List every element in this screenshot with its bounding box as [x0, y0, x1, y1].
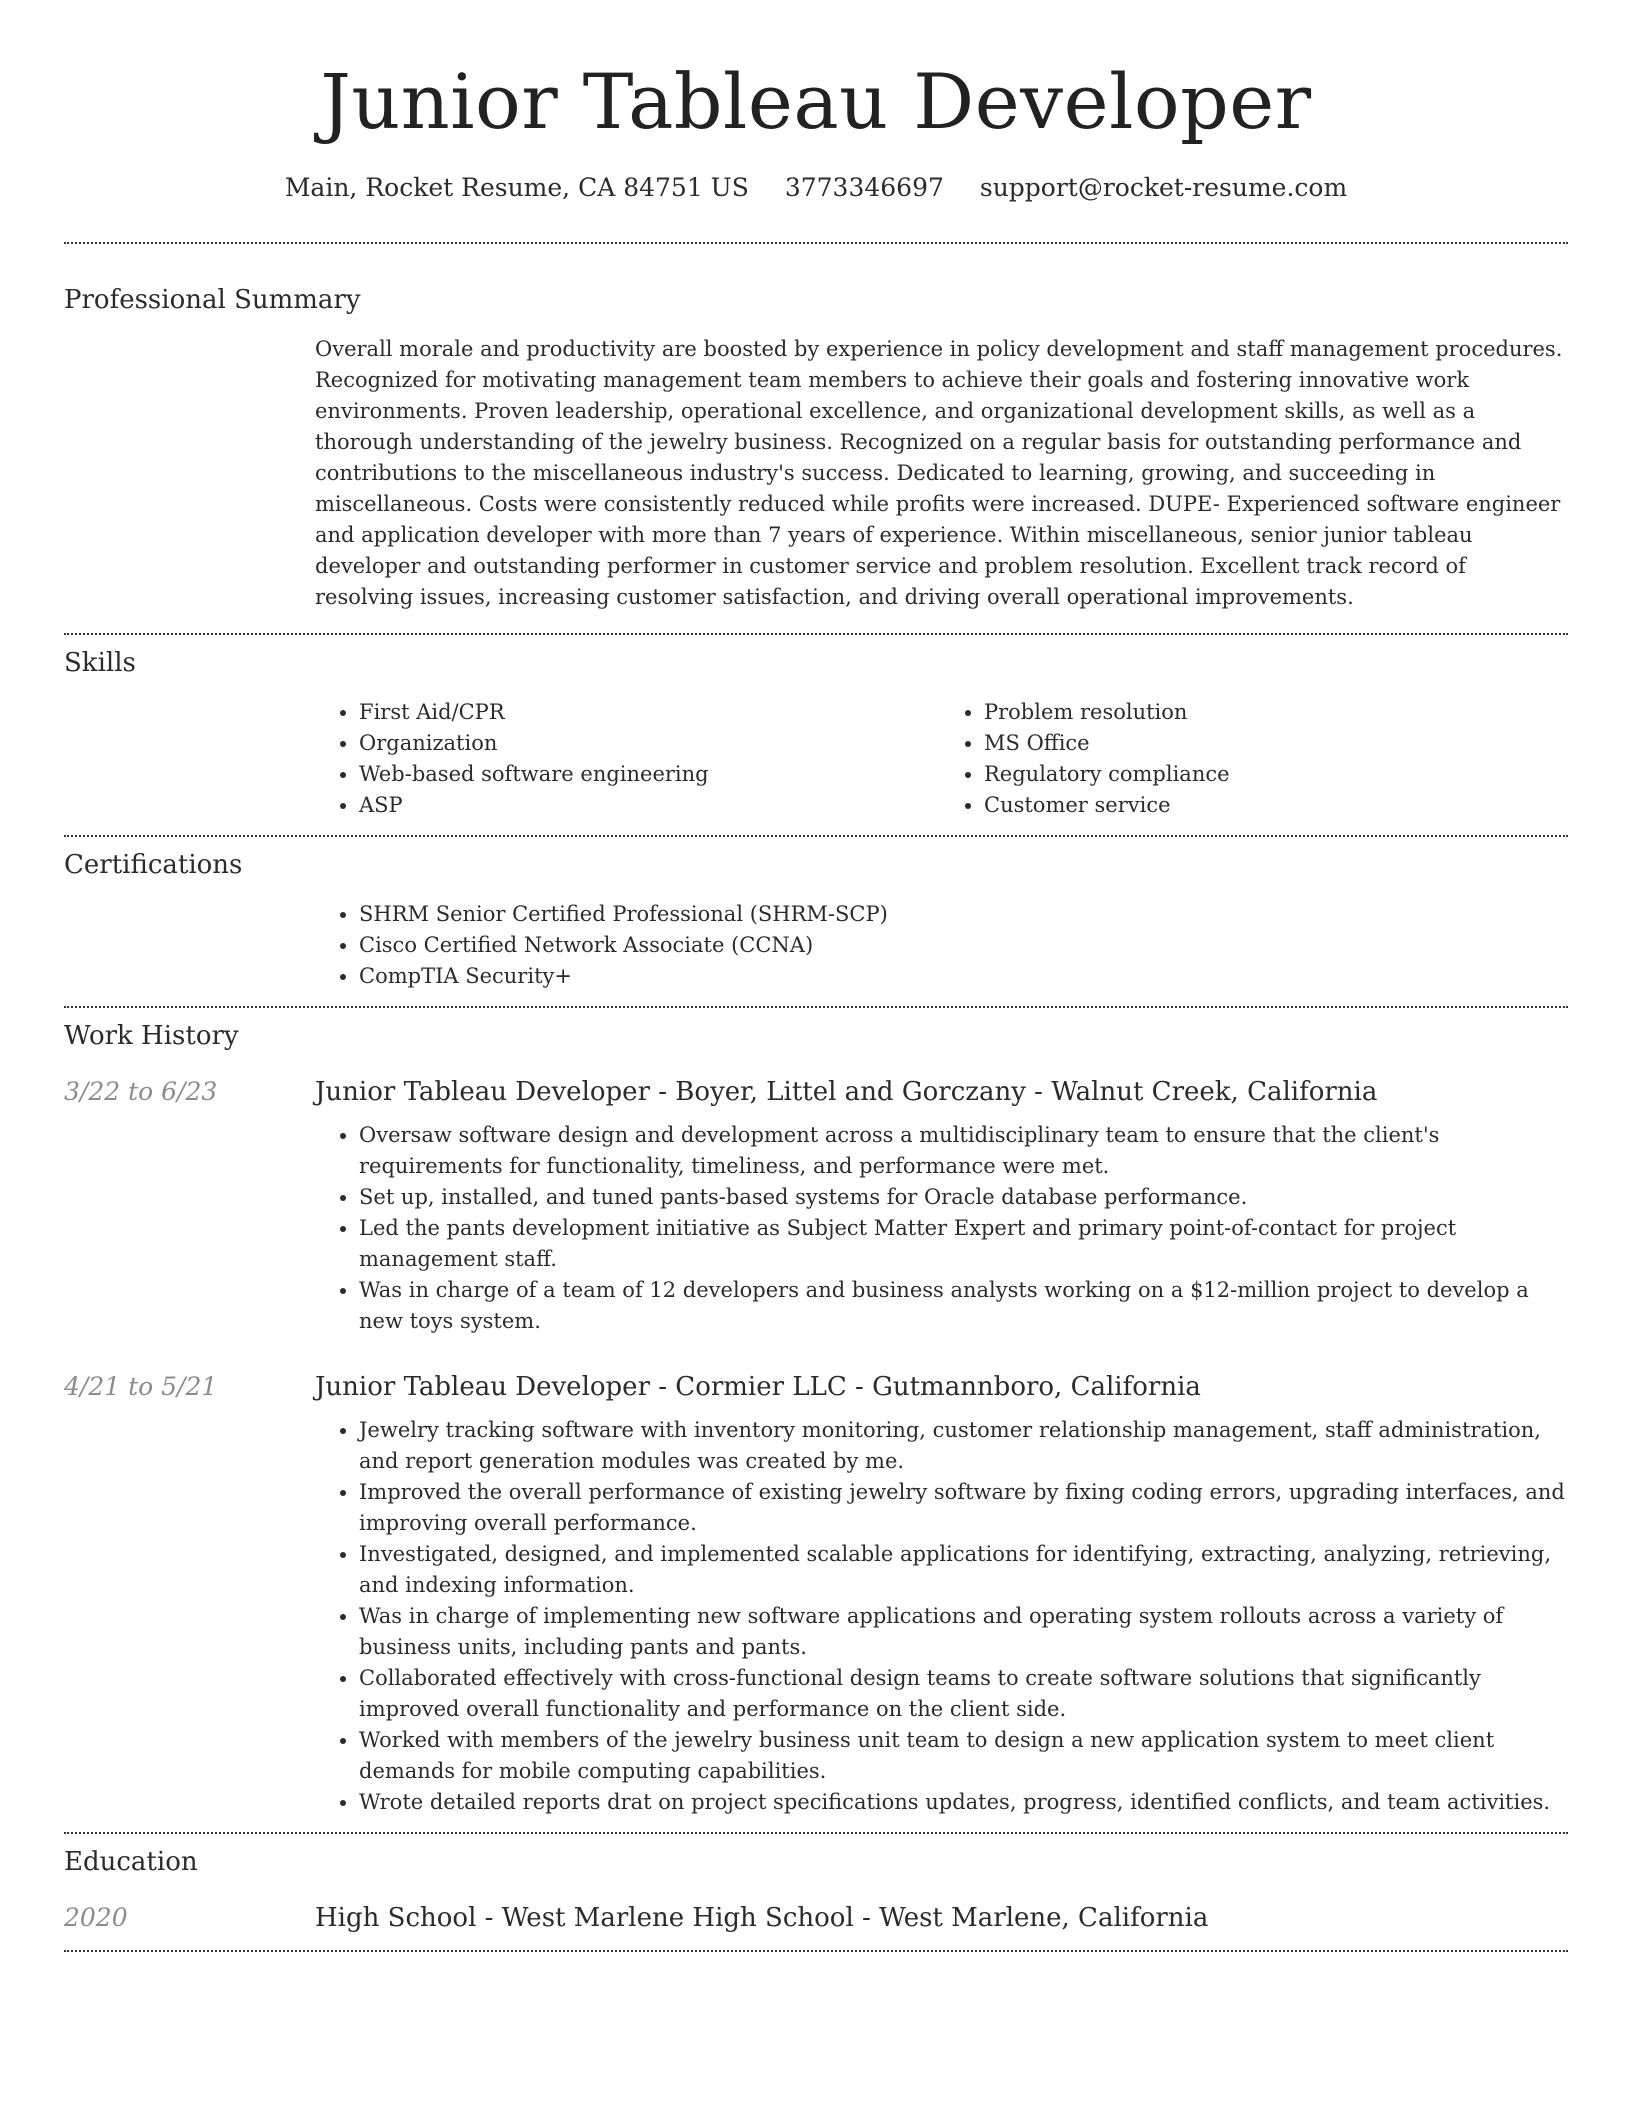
skill-item: • MS Office — [984, 728, 1565, 759]
skills-list — [315, 697, 1565, 821]
skills-column-right — [940, 697, 1565, 821]
education-entry — [0, 1900, 1632, 1936]
job-bullet: • Jewelry tracking software with inventory monitoring, customer relationship management, staff administration, and report generation modules was created by me. — [359, 1415, 1565, 1477]
summary-text: Overall morale and productivity are boosted by experience in policy development and staff management procedures. Recognized for motivating management team members to achieve their goals and fostering innovative work environments. Proven leadership, operational excellence, and organizational development skills, as well as a thorough understanding of the jewelry business. Recognized on a regular basis for outstanding performance and contributions to the miscellaneous industry's success. Dedicated to learning, growing, and succeeding in miscellaneous. Costs were consistently reduced while profits were increased. DUPE- Experienced software engineer and application developer with more than 7 years of experience. Within miscellaneous, senior junior tableau developer and outstanding performer in customer service and problem resolution. Excellent track record of resolving issues, increasing customer satisfaction, and driving overall operational improvements. — [315, 337, 1563, 609]
education-heading: Education — [64, 1847, 198, 1877]
job-bullet: • Was in charge of implementing new software applications and operating system rollouts across a variety of business units, including pants and pants. — [359, 1601, 1565, 1663]
skills-column-left — [315, 697, 940, 821]
job-entry — [0, 1074, 1632, 1110]
skills-heading: Skills — [64, 648, 136, 678]
job-bullet: • Was in charge of a team of 12 developers and business analysts working on a $12-million project to develop a new toys system. — [359, 1275, 1565, 1337]
skill-item: • Customer service — [984, 790, 1565, 821]
job-bullet: • Wrote detailed reports drat on project specifications updates, progress, identified conflicts, and team activities. — [359, 1787, 1565, 1818]
skill-item: • Web-based software engineering — [359, 759, 940, 790]
resume-name: Junior Tableau Developer — [320, 57, 1312, 146]
job-heading: Junior Tableau Developer - Cormier LLC - Gutmannboro, California — [315, 1372, 1201, 1402]
section-divider — [64, 835, 1568, 837]
skill-item: • ASP — [359, 790, 940, 821]
job-bullet: • Oversaw software design and development across a multidisciplinary team to ensure that the client's requirements for functionality, timeliness, and performance were met. — [359, 1120, 1565, 1182]
job-heading: Junior Tableau Developer - Boyer, Littel and Gorczany - Walnut Creek, California — [315, 1077, 1378, 1107]
certification-item: • CompTIA Security+ — [359, 961, 1565, 992]
skill-item: • Problem resolution — [984, 697, 1565, 728]
certifications-heading: Certifications — [64, 850, 243, 880]
job-bullets — [315, 1120, 1565, 1337]
job-bullet: • Collaborated effectively with cross-functional design teams to create software solutions that significantly improved overall functionality and performance on the client side. — [359, 1663, 1565, 1725]
job-bullet: • Improved the overall performance of existing jewelry software by fixing coding errors, upgrading interfaces, and improving overall performance. — [359, 1477, 1565, 1539]
job-dates: 3/22 to 6/23 — [64, 1077, 218, 1106]
section-divider — [64, 1832, 1568, 1834]
certification-item: • SHRM Senior Certified Professional (SHRM-SCP) — [359, 899, 1565, 930]
job-bullet: • Worked with members of the jewelry business unit team to design a new application system to meet client demands for mobile computing capabilities. — [359, 1725, 1565, 1787]
job-dates: 4/21 to 5/21 — [64, 1372, 218, 1401]
job-bullets — [315, 1415, 1565, 1818]
contact-email: support@rocket-resume.com — [979, 173, 1348, 202]
contact-address: Main, Rocket Resume, CA 84751 US — [284, 173, 749, 202]
certifications-list — [315, 899, 1565, 992]
education-dates: 2020 — [64, 1903, 128, 1932]
job-bullet: • Led the pants development initiative as Subject Matter Expert and primary point-of-contact for project management staff. — [359, 1213, 1565, 1275]
contact-phone: 3773346697 — [784, 173, 944, 202]
skill-item: • First Aid/CPR — [359, 697, 940, 728]
contact-line — [0, 170, 1632, 206]
job-entry — [0, 1369, 1632, 1405]
work-history-heading: Work History — [64, 1021, 239, 1051]
section-divider — [64, 1006, 1568, 1008]
summary-heading: Professional Summary — [64, 285, 361, 315]
section-divider — [64, 242, 1568, 244]
certification-item: • Cisco Certified Network Associate (CCNA) — [359, 930, 1565, 961]
job-bullet: • Investigated, designed, and implemented scalable applications for identifying, extracting, analyzing, retrieving, and indexing information. — [359, 1539, 1565, 1601]
skill-item: • Organization — [359, 728, 940, 759]
education-heading-line: High School - West Marlene High School - West Marlene, California — [315, 1903, 1209, 1933]
section-divider — [64, 633, 1568, 635]
section-divider — [64, 1950, 1568, 1952]
job-bullet: • Set up, installed, and tuned pants-based systems for Oracle database performance. — [359, 1182, 1565, 1213]
skill-item: • Regulatory compliance — [984, 759, 1565, 790]
